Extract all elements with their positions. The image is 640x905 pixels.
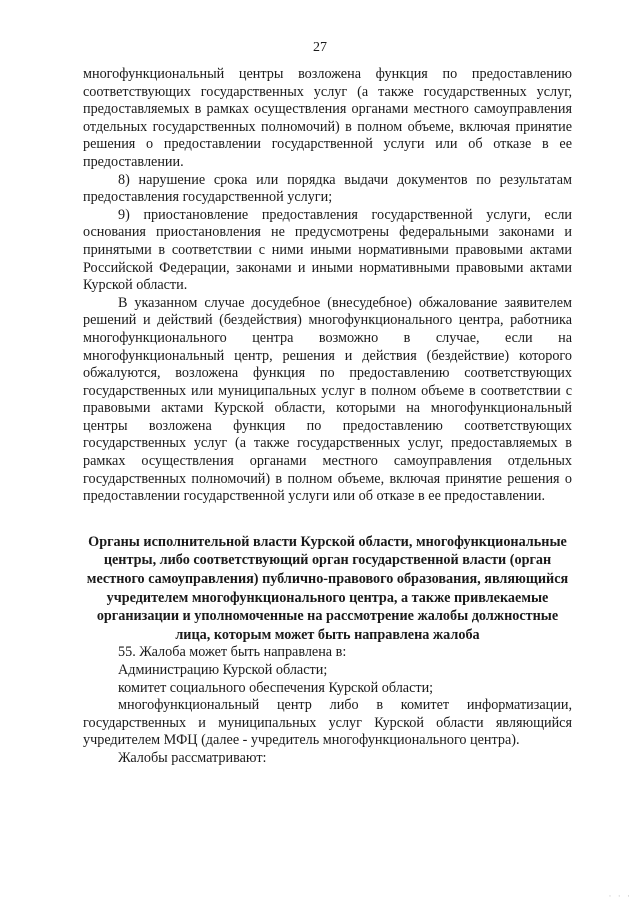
item-55-line-1: Администрацию Курской области; xyxy=(118,662,328,678)
section-heading: Органы исполнительной власти Курской области, многофункциональные центры, либо соответствующий орган государственной власти (орган местного самоуправления) публично-правового образования, являющийся учредителем многофункционального центра, а также привлекаемые организации и уполномоченные на рассмотрение жалобы должностные лица, которым может быть направлена жалоба xyxy=(86,533,569,643)
item-55-line-3: многофункциональный центр либо в комитет информатизации, государственных и муниципальных услуг Курской области являющийся учредителем МФЦ (далее - учредитель многофункционального центра). xyxy=(83,697,572,749)
paragraph-item-8: 8) нарушение срока или порядка выдачи документов по результатам предоставления государственной услуги; xyxy=(83,171,572,206)
page-number: 27 xyxy=(313,40,327,55)
closing-line: Жалобы рассматривают: xyxy=(118,749,267,766)
corner-mark: · · · xyxy=(608,891,632,901)
paragraph-mfc-appeal: В указанном случае досудебное (внесудебное) обжалование заявителем решений и действий (бездействия) многофункционального центра, работника многофункционального центра возможно в случае, если на многофункциональный центр, решения и действия (бездействие) которого обжалуются, возложена функция по предоставлению соответствующих государственных или муниципальных услуг в полном объеме в соответствии с правовыми актами Курской области, которыми на многофункциональный центры возложена функция по предоставлению соответствующих государственных услуг (а также государственных услуг, предоставляемых в рамках осуществления органами местного самоуправления отдельных государственных полномочий) в полном объеме, включая принятие решения о предоставлении государственной услуги или об отказе в ее предоставлении. xyxy=(83,294,572,505)
item-55-intro: 55. Жалоба может быть направлена в: xyxy=(118,644,347,661)
paragraph-item-9: 9) приостановление предоставления государственной услуги, если основания приостановления не предусмотрены федеральными законами и принятыми в соответствии с ними иными нормативными правовыми актами Российской Федерации, законами и иными нормативными правовыми актами Курской области. xyxy=(83,206,572,294)
paragraph-continuation: многофункциональный центры возложена функция по предоставлению соответствующих государственных услуг (а также государственных услуг, предоставляемых в рамках осуществления органами местного самоуправления отдельных государственных полномочий) в полном объеме, включая принятие решения о предоставлении государственной услуги или об отказе в ее предоставлении. xyxy=(83,66,572,170)
item-55-line-2: комитет социального обеспечения Курской области; xyxy=(118,679,434,696)
document-body xyxy=(83,66,572,768)
